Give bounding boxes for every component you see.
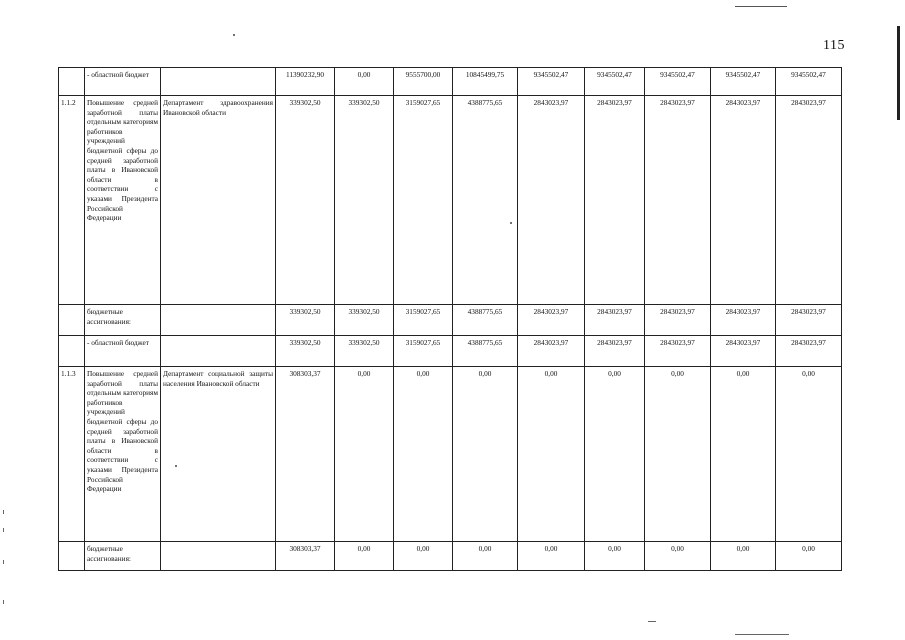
scan-margin-mark: [3, 600, 4, 604]
value-cell: 10845499,75: [453, 68, 518, 96]
row-department: [161, 68, 276, 96]
value-cell: 2843023,97: [711, 96, 776, 305]
value-cell: 2843023,97: [711, 305, 776, 336]
value-cell: 2843023,97: [518, 336, 585, 367]
budget-row: [59, 305, 842, 336]
value-cell: 9345502,47: [518, 68, 585, 96]
value-cell: 339302,50: [276, 96, 335, 305]
value-cell: 339302,50: [335, 336, 394, 367]
value-cell: 0,00: [585, 542, 645, 571]
row-description: - областной бюджет: [85, 336, 161, 367]
row-description: бюджетные ассигнования:: [85, 305, 161, 336]
value-cell: 2843023,97: [585, 336, 645, 367]
value-cell: 0,00: [453, 367, 518, 542]
budget-row: [59, 542, 842, 571]
value-cell: 0,00: [518, 367, 585, 542]
value-cell: 0,00: [711, 542, 776, 571]
row-index: 1.1.3: [59, 367, 85, 542]
value-cell: 0,00: [776, 367, 842, 542]
value-cell: 0,00: [776, 542, 842, 571]
value-cell: 0,00: [335, 68, 394, 96]
value-cell: 0,00: [645, 542, 711, 571]
value-cell: 339302,50: [276, 336, 335, 367]
value-cell: 2843023,97: [518, 96, 585, 305]
bottom-rule: [735, 634, 789, 635]
row-description: Повышение средней заработной платы отдельным категориям работников учреждений бюджетной сферы до средней заработной платы в Ивановской области в соответствии с указами Президента Российской Федерации: [85, 367, 161, 542]
top-rule: [735, 6, 787, 7]
value-cell: 2843023,97: [518, 305, 585, 336]
value-cell: 2843023,97: [645, 305, 711, 336]
row-department: Департамент социальной защиты населения Ивановской области: [161, 367, 276, 542]
value-cell: 11390232,90: [276, 68, 335, 96]
value-cell: 0,00: [645, 367, 711, 542]
value-cell: 339302,50: [276, 305, 335, 336]
row-department: [161, 542, 276, 571]
row-description: бюджетные ассигнования:: [85, 542, 161, 571]
budget-table: [58, 67, 842, 571]
value-cell: 308303,37: [276, 542, 335, 571]
row-index: 1.1.2: [59, 96, 85, 305]
value-cell: 2843023,97: [776, 305, 842, 336]
value-cell: 2843023,97: [585, 96, 645, 305]
value-cell: 3159027,65: [394, 336, 453, 367]
item-row: [59, 96, 842, 305]
value-cell: 0,00: [335, 542, 394, 571]
value-cell: 0,00: [335, 367, 394, 542]
value-cell: 9345502,47: [645, 68, 711, 96]
page-number: 115: [823, 38, 845, 53]
row-department: [161, 336, 276, 367]
value-cell: 308303,37: [276, 367, 335, 542]
row-index: [59, 542, 85, 571]
value-cell: 9345502,47: [776, 68, 842, 96]
value-cell: 0,00: [585, 367, 645, 542]
value-cell: 4388775,65: [453, 96, 518, 305]
row-index: [59, 336, 85, 367]
row-department: Департамент здравоохранения Ивановской области: [161, 96, 276, 305]
value-cell: 3159027,65: [394, 305, 453, 336]
value-cell: 9555700,00: [394, 68, 453, 96]
item-row: [59, 367, 842, 542]
value-cell: 2843023,97: [776, 96, 842, 305]
row-index: [59, 68, 85, 96]
value-cell: 2843023,97: [645, 96, 711, 305]
scan-margin-mark: [3, 528, 4, 532]
bottom-rule: [648, 621, 656, 622]
value-cell: 339302,50: [335, 305, 394, 336]
row-description: - областной бюджет: [85, 68, 161, 96]
value-cell: 9345502,47: [711, 68, 776, 96]
value-cell: 2843023,97: [776, 336, 842, 367]
value-cell: 0,00: [394, 542, 453, 571]
value-cell: 3159027,65: [394, 96, 453, 305]
value-cell: 2843023,97: [645, 336, 711, 367]
value-cell: 4388775,65: [453, 336, 518, 367]
value-cell: 9345502,47: [585, 68, 645, 96]
row-department: [161, 305, 276, 336]
value-cell: 2843023,97: [711, 336, 776, 367]
budget-row: [59, 68, 842, 96]
value-cell: 2843023,97: [585, 305, 645, 336]
scan-margin-mark: [3, 510, 4, 514]
row-index: [59, 305, 85, 336]
budget-row: [59, 336, 842, 367]
value-cell: 0,00: [453, 542, 518, 571]
value-cell: 339302,50: [335, 96, 394, 305]
row-description: Повышение средней заработной платы отдельным категориям работников учреждений бюджетной сферы до средней заработной платы в Ивановской области в соответствии с указами Президента Российской Федерации: [85, 96, 161, 305]
value-cell: 0,00: [394, 367, 453, 542]
scan-speck: [233, 34, 235, 36]
value-cell: 0,00: [518, 542, 585, 571]
value-cell: 4388775,65: [453, 305, 518, 336]
scan-margin-mark: [3, 560, 4, 564]
scan-edge-mark: [897, 26, 900, 120]
value-cell: 0,00: [711, 367, 776, 542]
